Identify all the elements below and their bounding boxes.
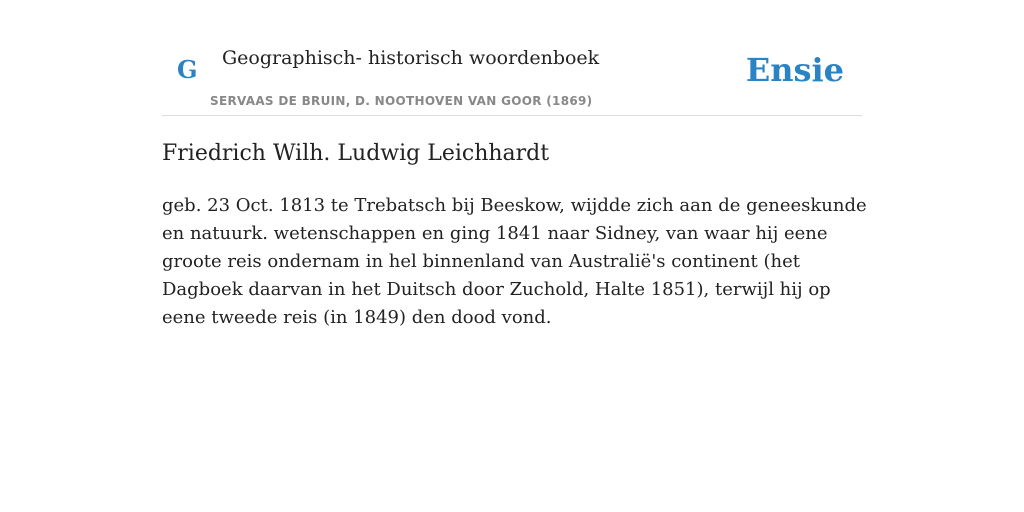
brand-logo-link[interactable]: Ensie — [745, 51, 844, 89]
book-letter-link[interactable]: G — [177, 55, 198, 84]
entry-title: Friedrich Wilh. Ludwig Leichhardt — [162, 141, 550, 166]
entry-body: geb. 23 Oct. 1813 te Trebatsch bij Beeskow, wijdde zich aan de geneeskunde en natuurk. wetenschappen en ging 1841 naar Sidney, van waar hij eene groote reis ondernam in hel binnenland van Australië's continent (het Dagboek daarvan in het Duitsch door Zuchold, Halte 1851), terwijl hij op eene tweede reis (in 1849) den dood vond. — [162, 195, 867, 328]
page-container — [162, 0, 867, 328]
book-title-link[interactable]: Geographisch- historisch woordenboek — [222, 47, 600, 69]
book-authors: SERVAAS DE BRUIN, D. NOOTHOVEN VAN GOOR (1869) — [210, 94, 593, 108]
book-header — [162, 0, 862, 116]
